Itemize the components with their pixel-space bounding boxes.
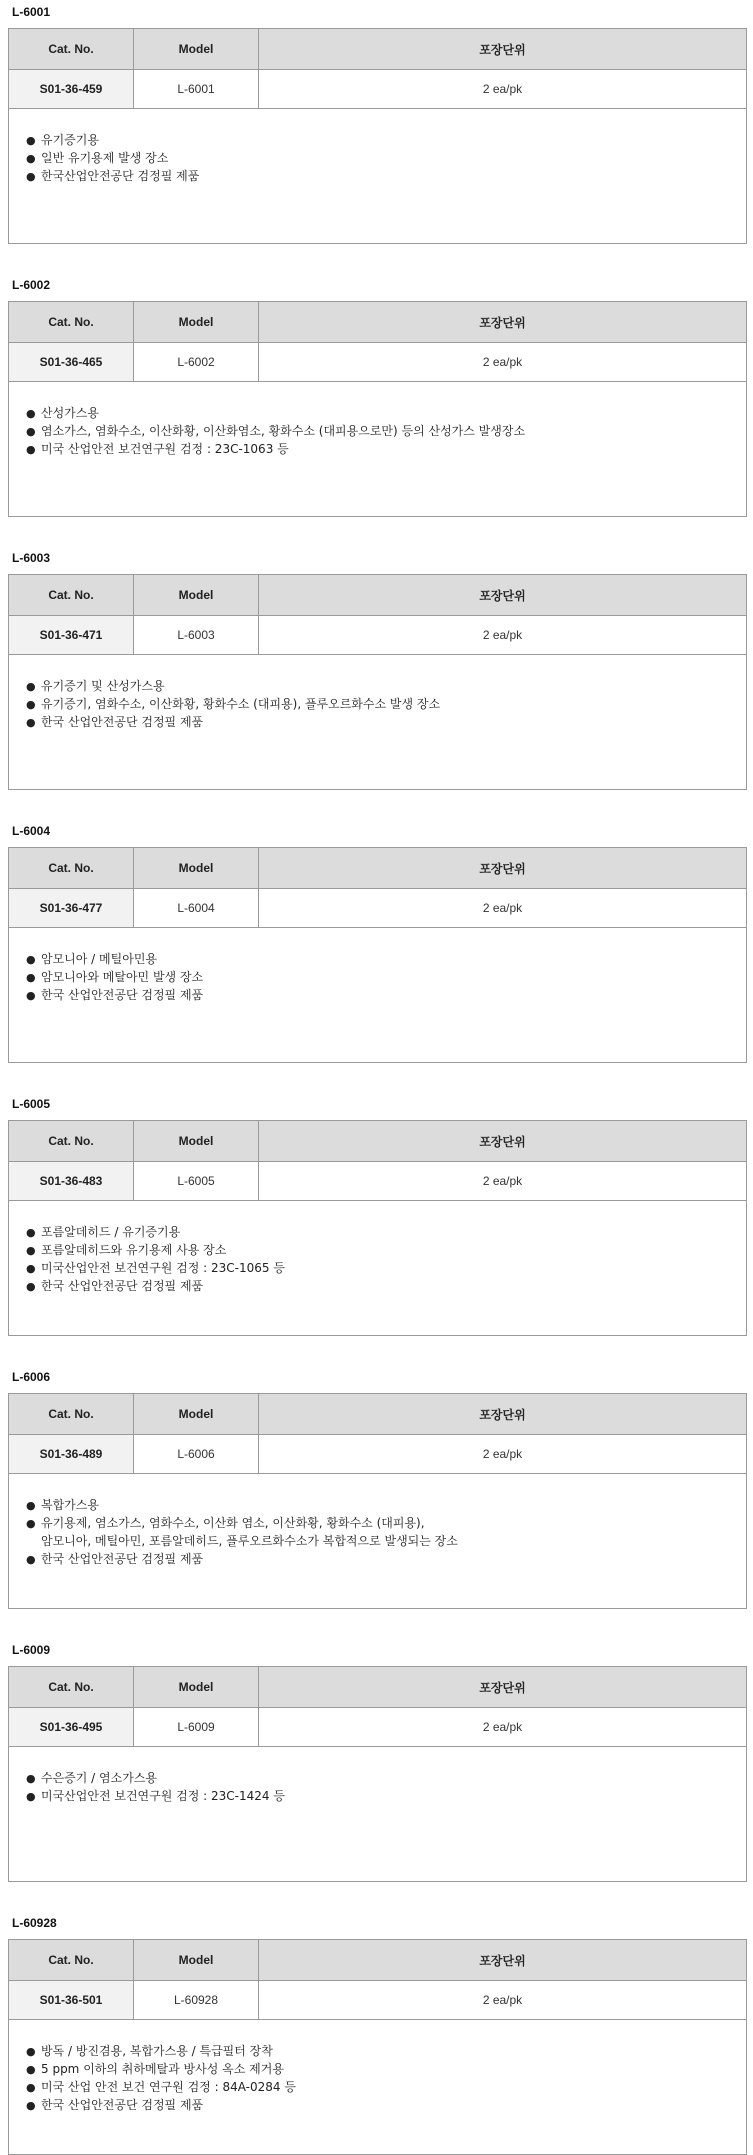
description-box	[8, 1745, 747, 1882]
description-text: 5 ppm 이하의 취하메탈과 방사성 옥소 제거용	[41, 2062, 284, 2076]
description-line	[26, 404, 746, 422]
bullet-icon: ●	[26, 698, 36, 711]
model-cell: L-6003	[134, 616, 259, 655]
bullet-icon: ●	[26, 1280, 36, 1293]
description-text: 방독 / 방진겸용, 복합가스용 / 특급필터 장착	[41, 2044, 273, 2058]
header-model: Model	[134, 302, 259, 343]
header-packaging: 포장단위	[259, 575, 747, 616]
bullet-icon: ●	[26, 443, 36, 456]
description-line	[26, 677, 746, 695]
cat-no-cell: S01-36-501	[9, 1981, 134, 2020]
packaging-cell: 2 ea/pk	[259, 1708, 747, 1747]
description-box	[8, 2018, 747, 2155]
model-cell: L-6009	[134, 1708, 259, 1747]
description-line	[26, 422, 746, 440]
model-cell: L-6001	[134, 70, 259, 109]
header-cat-no: Cat. No.	[9, 1940, 134, 1981]
bullet-icon: ●	[26, 2081, 36, 2094]
section-title: L-6002	[12, 278, 51, 292]
section-title: L-6004	[12, 824, 51, 838]
description-box	[8, 380, 747, 517]
spec-table	[8, 847, 747, 928]
header-cat-no: Cat. No.	[9, 302, 134, 343]
header-model: Model	[134, 1121, 259, 1162]
bullet-icon: ●	[26, 134, 36, 147]
packaging-cell: 2 ea/pk	[259, 343, 747, 382]
table-row	[9, 889, 747, 928]
description-line	[26, 1259, 746, 1277]
description-text: 한국 산업안전공단 검정필 제품	[41, 2098, 204, 2112]
spec-table	[8, 301, 747, 382]
table-row	[9, 616, 747, 655]
bullet-icon: ●	[26, 971, 36, 984]
model-cell: L-6005	[134, 1162, 259, 1201]
cat-no-cell: S01-36-489	[9, 1435, 134, 1474]
description-line	[26, 1514, 746, 1532]
header-model: Model	[134, 1940, 259, 1981]
section-title: L-6001	[12, 5, 51, 19]
description-line	[26, 713, 746, 731]
description-text: 유기용제, 염소가스, 염화수소, 이산화 염소, 이산화황, 황화수소 (대피용),	[41, 1516, 425, 1530]
table-row	[9, 343, 747, 382]
bullet-icon: ●	[26, 1244, 36, 1257]
description-box	[8, 926, 747, 1063]
description-line	[26, 167, 746, 185]
bullet-icon: ●	[26, 2045, 36, 2058]
section-title: L-6006	[12, 1370, 51, 1384]
spec-table	[8, 574, 747, 655]
bullet-icon: ●	[26, 1517, 36, 1530]
header-cat-no: Cat. No.	[9, 575, 134, 616]
header-model: Model	[134, 575, 259, 616]
bullet-icon: ●	[26, 989, 36, 1002]
description-box	[8, 1472, 747, 1609]
bullet-icon: ●	[26, 716, 36, 729]
description-text: 한국 산업안전공단 검정필 제품	[41, 1552, 204, 1566]
table-header-row	[9, 848, 747, 889]
header-packaging: 포장단위	[259, 302, 747, 343]
table-row	[9, 1435, 747, 1474]
header-model: Model	[134, 848, 259, 889]
bullet-icon: ●	[26, 425, 36, 438]
spec-table	[8, 1120, 747, 1201]
model-cell: L-6002	[134, 343, 259, 382]
bullet-icon: ●	[26, 152, 36, 165]
description-text: 미국 산업안전 보건연구원 검정 : 23C-1063 등	[41, 442, 289, 456]
packaging-cell: 2 ea/pk	[259, 889, 747, 928]
description-line	[26, 1787, 746, 1805]
bullet-icon: ●	[26, 953, 36, 966]
section-title: L-6009	[12, 1643, 51, 1657]
description-text: 미국산업안전 보건연구원 검정 : 23C-1424 등	[41, 1789, 285, 1803]
packaging-cell: 2 ea/pk	[259, 1162, 747, 1201]
description-line	[26, 986, 746, 1004]
table-header-row	[9, 1940, 747, 1981]
description-line	[26, 2096, 746, 2114]
header-packaging: 포장단위	[259, 848, 747, 889]
description-text: 염소가스, 염화수소, 이산화황, 이산화염소, 황화수소 (대피용으로만) 등의 산성가스 발생장소	[41, 424, 526, 438]
table-row	[9, 70, 747, 109]
description-line	[26, 1277, 746, 1295]
description-text: 미국 산업 안전 보건 연구원 검정 : 84A-0284 등	[41, 2080, 296, 2094]
description-line	[26, 1223, 746, 1241]
description-line	[26, 131, 746, 149]
header-model: Model	[134, 1667, 259, 1708]
description-line	[26, 1496, 746, 1514]
description-text: 산성가스용	[41, 406, 99, 420]
description-line	[26, 1769, 746, 1787]
section-title: L-6005	[12, 1097, 51, 1111]
description-text: 유기증기 및 산성가스용	[41, 679, 165, 693]
bullet-icon: ●	[26, 407, 36, 420]
model-cell: L-6004	[134, 889, 259, 928]
header-packaging: 포장단위	[259, 1667, 747, 1708]
description-line	[26, 968, 746, 986]
packaging-cell: 2 ea/pk	[259, 616, 747, 655]
bullet-icon: ●	[26, 1262, 36, 1275]
header-model: Model	[134, 1394, 259, 1435]
description-line	[26, 2078, 746, 2096]
cat-no-cell: S01-36-495	[9, 1708, 134, 1747]
description-text: 한국산업안전공단 검정필 제품	[41, 169, 200, 183]
description-text: 유기증기용	[41, 133, 99, 147]
description-box	[8, 653, 747, 790]
table-header-row	[9, 1121, 747, 1162]
header-model: Model	[134, 29, 259, 70]
section-title: L-6003	[12, 551, 51, 565]
description-text: 포름알데히드와 유기용제 사용 장소	[41, 1243, 227, 1257]
table-row	[9, 1981, 747, 2020]
cat-no-cell: S01-36-471	[9, 616, 134, 655]
cat-no-cell: S01-36-465	[9, 343, 134, 382]
header-packaging: 포장단위	[259, 29, 747, 70]
description-line	[26, 2060, 746, 2078]
cat-no-cell: S01-36-477	[9, 889, 134, 928]
description-line	[26, 2042, 746, 2060]
description-line	[26, 950, 746, 968]
bullet-icon: ●	[26, 1772, 36, 1785]
description-line	[26, 695, 746, 713]
packaging-cell: 2 ea/pk	[259, 1435, 747, 1474]
model-cell: L-60928	[134, 1981, 259, 2020]
spec-table	[8, 1666, 747, 1747]
spec-table	[8, 1393, 747, 1474]
table-row	[9, 1708, 747, 1747]
model-cell: L-6006	[134, 1435, 259, 1474]
description-text: 암모니아 / 메틸아민용	[41, 952, 158, 966]
header-packaging: 포장단위	[259, 1940, 747, 1981]
bullet-icon: ●	[26, 2099, 36, 2112]
description-text: 한국 산업안전공단 검정필 제품	[41, 715, 204, 729]
spec-table	[8, 1939, 747, 2020]
description-text: 포름알데히드 / 유기증기용	[41, 1225, 181, 1239]
description-line	[26, 1550, 746, 1568]
bullet-icon: ●	[26, 2063, 36, 2076]
header-cat-no: Cat. No.	[9, 29, 134, 70]
bullet-icon: ●	[26, 1226, 36, 1239]
bullet-icon: ●	[26, 170, 36, 183]
description-text: 암모니아, 메틸아민, 포름알데히드, 플루오르화수소가 복합적으로 발생되는 장소	[41, 1534, 458, 1548]
table-header-row	[9, 302, 747, 343]
cat-no-cell: S01-36-483	[9, 1162, 134, 1201]
table-header-row	[9, 29, 747, 70]
header-cat-no: Cat. No.	[9, 1394, 134, 1435]
description-text: 미국산업안전 보건연구원 검정 : 23C-1065 등	[41, 1261, 285, 1275]
bullet-icon: ●	[26, 680, 36, 693]
header-packaging: 포장단위	[259, 1394, 747, 1435]
description-line	[26, 149, 746, 167]
packaging-cell: 2 ea/pk	[259, 70, 747, 109]
section-title: L-60928	[12, 1916, 57, 1930]
description-text: 일반 유기용제 발생 장소	[41, 151, 169, 165]
packaging-cell: 2 ea/pk	[259, 1981, 747, 2020]
description-line	[26, 1241, 746, 1259]
description-line	[26, 440, 746, 458]
header-cat-no: Cat. No.	[9, 1667, 134, 1708]
bullet-icon: ●	[26, 1553, 36, 1566]
table-header-row	[9, 1394, 747, 1435]
description-text: 복합가스용	[41, 1498, 99, 1512]
table-header-row	[9, 575, 747, 616]
description-box	[8, 1199, 747, 1336]
description-box	[8, 107, 747, 244]
description-text: 암모니아와 메탈아민 발생 장소	[41, 970, 204, 984]
description-line	[26, 1532, 746, 1550]
header-packaging: 포장단위	[259, 1121, 747, 1162]
description-text: 한국 산업안전공단 검정필 제품	[41, 988, 204, 1002]
description-text: 유기증기, 염화수소, 이산화황, 황화수소 (대피용), 플루오르화수소 발생 장소	[41, 697, 441, 711]
header-cat-no: Cat. No.	[9, 848, 134, 889]
header-cat-no: Cat. No.	[9, 1121, 134, 1162]
table-row	[9, 1162, 747, 1201]
cat-no-cell: S01-36-459	[9, 70, 134, 109]
spec-table	[8, 28, 747, 109]
bullet-icon: ●	[26, 1790, 36, 1803]
description-text: 수은증기 / 염소가스용	[41, 1771, 158, 1785]
description-text: 한국 산업안전공단 검정필 제품	[41, 1279, 204, 1293]
bullet-icon: ●	[26, 1499, 36, 1512]
table-header-row	[9, 1667, 747, 1708]
